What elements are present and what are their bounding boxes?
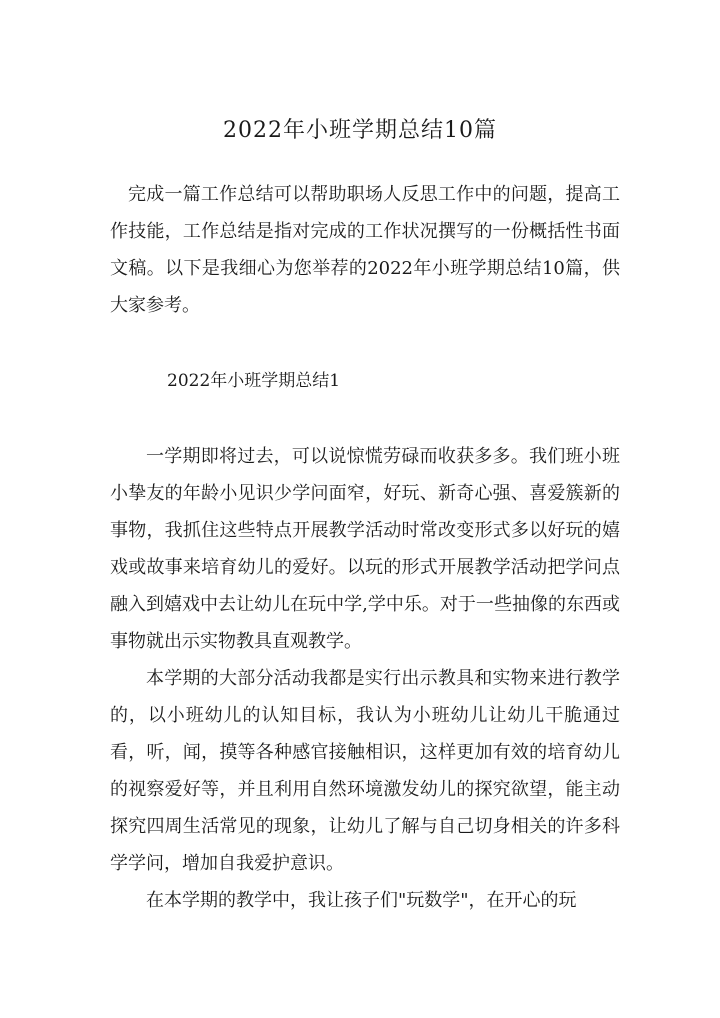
body-paragraph: 本学期的大部分活动我都是实行出示教具和实物来进行教学的，以小班幼儿的认知目标，我认为小班幼儿让幼儿干脆通过看，听，闻，摸等各种感官接触相识，这样更加有效的培育幼儿的视察爱好等，并且利用自然环境激发幼儿的探究欲望，能主动探究四周生活常见的现象，让幼儿了解与自己切身相关的许多科学学问，增加自我爱护意识。: [110, 668, 620, 874]
section-heading: 2022年小班学期总结1: [167, 371, 341, 391]
document-title: 2022年小班学期总结10篇: [223, 118, 497, 143]
body-paragraph: 一学期即将过去，可以说惊慌劳碌而收获多多。我们班小班小挚友的年龄小见识少学问面窄，好玩、新奇心强、喜爱簇新的事物，我抓住这些特点开展教学活动时常改变形式多以好玩的嬉戏或故事来培育幼儿的爱好。以玩的形式开展教学活动把学问点融入到嬉戏中去让幼儿在玩中学,学中乐。对于一些抽像的东西或事物就出示实物教具直观教学。: [110, 446, 620, 652]
intro-paragraph: 完成一篇工作总结可以帮助职场人反思工作中的问题，提高工作技能，工作总结是指对完成的工作状况撰写的一份概括性书面文稿。以下是我细心为您举荐的2022年小班学期总结10篇，供大家参考。: [110, 184, 620, 316]
body-text: [110, 438, 620, 919]
body-paragraph: 在本学期的教学中，我让孩子们"玩数学"，在开心的玩: [146, 890, 577, 911]
